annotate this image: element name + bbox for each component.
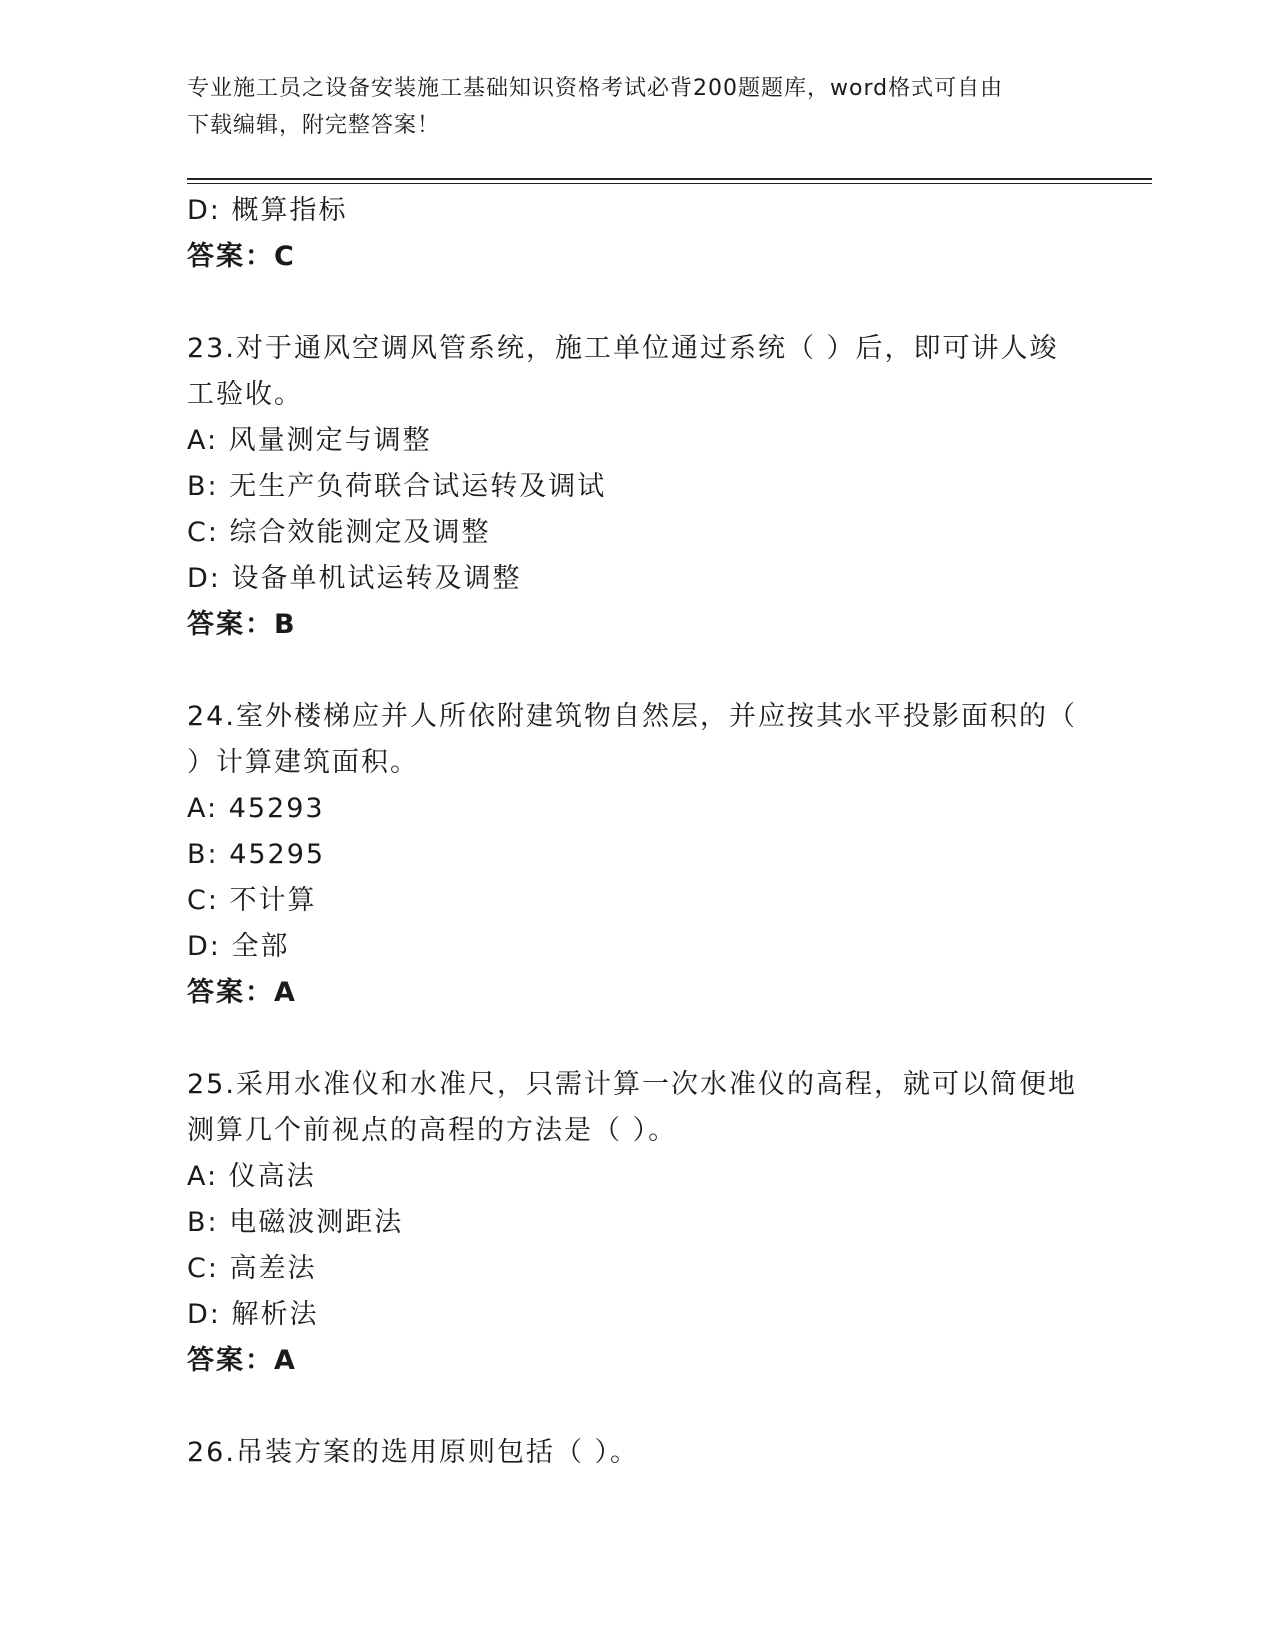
- header-divider-thick: [187, 178, 1152, 180]
- option-b: B: 无生产负荷联合试运转及调试: [187, 471, 607, 502]
- option-c: C: 综合效能测定及调整: [187, 517, 491, 548]
- question-23: [187, 326, 1087, 648]
- question-text-cont: ）计算建筑面积。: [187, 747, 419, 778]
- option-c: C: 高差法: [187, 1253, 317, 1284]
- option-b: B: 电磁波测距法: [187, 1207, 404, 1238]
- question-text: 23.对于通风空调风管系统，施工单位通过系统（ ）后，即可讲人竣: [187, 333, 1059, 364]
- option-a: A: 45293: [187, 793, 325, 824]
- question-text: 25.采用水准仪和水准尺，只需计算一次水准仪的高程，就可以简便地: [187, 1069, 1077, 1100]
- question-24: [187, 694, 1087, 1016]
- question-text: 26.吊装方案的选用原则包括（ ）。: [187, 1437, 640, 1468]
- document-header: [187, 70, 1087, 144]
- option-c: C: 不计算: [187, 885, 317, 916]
- question-text: 24.室外楼梯应并人所依附建筑物自然层，并应按其水平投影面积的（: [187, 701, 1077, 732]
- option-d: D: 设备单机试运转及调整: [187, 563, 522, 594]
- answer: 答案：A: [187, 977, 297, 1008]
- previous-question-tail: [187, 188, 1087, 280]
- header-divider-thin: [187, 183, 1152, 184]
- option-a: A: 风量测定与调整: [187, 425, 432, 456]
- option-d: D: 解析法: [187, 1299, 319, 1330]
- question-text-cont: 工验收。: [187, 379, 303, 410]
- header-line-2: 下载编辑，附完整答案！: [187, 113, 441, 138]
- option-a: A: 仪高法: [187, 1161, 316, 1192]
- option-d: D: 全部: [187, 931, 290, 962]
- answer: 答案：B: [187, 609, 297, 640]
- header-line-1: 专业施工员之设备安装施工基础知识资格考试必背200题题库，word格式可自由: [187, 76, 1004, 101]
- question-text-cont: 测算几个前视点的高程的方法是（ ）。: [187, 1115, 678, 1146]
- question-list: [187, 188, 1087, 1476]
- question-25: [187, 1062, 1087, 1384]
- question-26: [187, 1430, 1087, 1476]
- answer: 答案：A: [187, 1345, 297, 1376]
- option-d: D: 概算指标: [187, 195, 348, 226]
- option-b: B: 45295: [187, 839, 326, 870]
- answer: 答案：C: [187, 241, 296, 272]
